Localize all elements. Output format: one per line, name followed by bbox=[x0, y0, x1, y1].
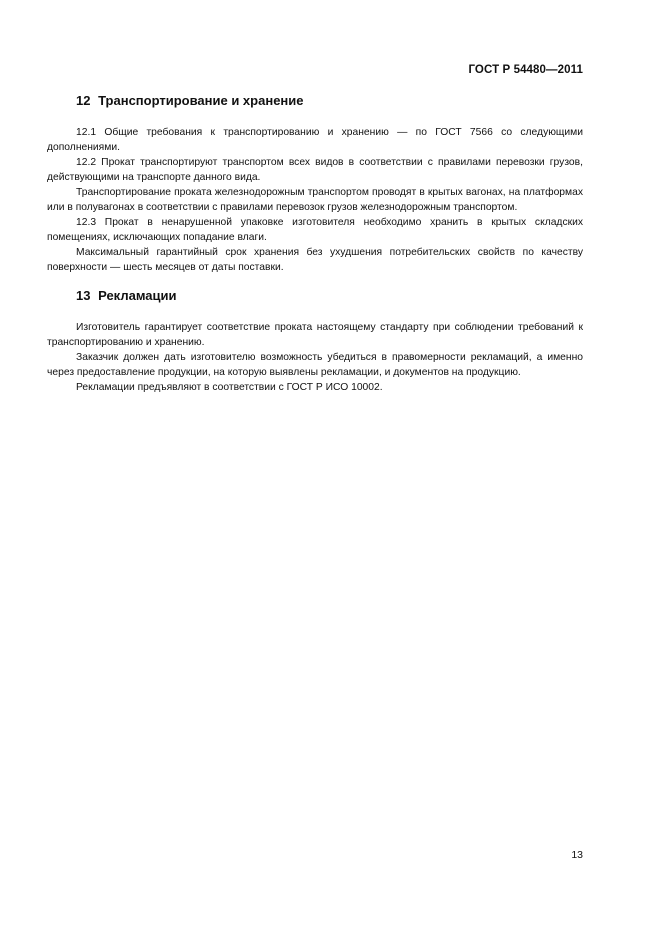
paragraph-12-3: 12.3 Прокат в ненарушенной упаковке изготовителя необходимо хранить в крытых складских помещениях, исключающих попадание влаги. bbox=[47, 217, 583, 243]
section-title: Транспортирование и хранение bbox=[98, 93, 304, 108]
section-number: 12 bbox=[76, 93, 91, 108]
section-transportation-storage bbox=[47, 93, 583, 275]
paragraph-customer-claims: Заказчик должен дать изготовителю возможность убедиться в правомерности рекламаций, а именно через предоставление продукции, на которую выявлены рекламации, и документов на продукцию. bbox=[47, 352, 583, 378]
paragraph-12-1: 12.1 Общие требования к транспортированию и хранению — по ГОСТ 7566 со следующими дополнениями. bbox=[47, 127, 583, 153]
section-number: 13 bbox=[76, 288, 91, 303]
paragraph-manufacturer-guarantee: Изготовитель гарантирует соответствие проката настоящему стандарту при соблюдении требований к транспортированию и хранению. bbox=[47, 322, 583, 348]
section-title: Рекламации bbox=[98, 288, 177, 303]
page-number: 13 bbox=[571, 849, 583, 861]
paragraph-claims-standard: Рекламации предъявляют в соответствии с ГОСТ Р ИСО 10002. bbox=[76, 382, 383, 393]
paragraph-rail-transport: Транспортирование проката железнодорожным транспортом проводят в крытых вагонах, на платформах или в полувагонах в соответствии с правилами перевозок грузов железнодорожным транспортом. bbox=[47, 187, 583, 213]
section-heading bbox=[47, 288, 583, 304]
document-code: ГОСТ Р 54480—2011 bbox=[468, 64, 583, 76]
paragraph-storage-term: Максимальный гарантийный срок хранения без ухудшения потребительских свойств по качеству поверхности — шесть месяцев от даты поставки. bbox=[47, 247, 583, 273]
section-heading bbox=[47, 93, 583, 109]
paragraph-12-2: 12.2 Прокат транспортируют транспортом всех видов в соответствии с правилами перевозки грузов, действующими на транспорте данного вида. bbox=[47, 157, 583, 183]
section-claims bbox=[47, 288, 583, 395]
